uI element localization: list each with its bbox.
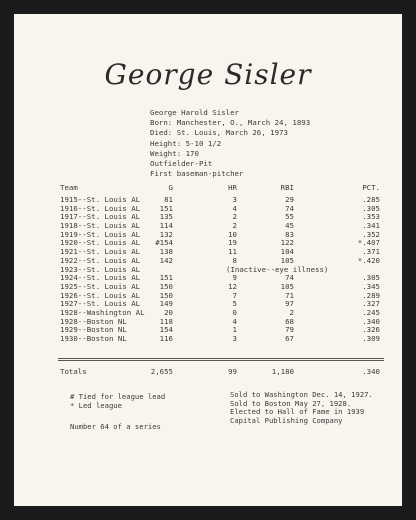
cell-team: 1925--St. Louis AL — [60, 281, 141, 291]
cell-pct: .327 — [362, 299, 380, 309]
note-sold-washington: Sold to Washington Dec. 14, 1927. — [230, 390, 373, 399]
cell-hr: 2 — [232, 212, 237, 222]
publisher: Capital Publishing Company — [230, 415, 343, 425]
cell-hr: 9 — [232, 273, 237, 283]
cell-games: 150 — [159, 290, 173, 300]
cell-games: 132 — [159, 229, 173, 239]
table-row — [60, 291, 380, 300]
table-row — [60, 325, 380, 334]
cell-pct: .305 — [362, 203, 380, 213]
cell-pct: .285 — [362, 195, 380, 204]
cell-games: 81 — [164, 195, 173, 204]
note-hall-of-fame: Elected to Hall of Fame in 1939 — [230, 407, 365, 417]
table-row — [60, 230, 380, 239]
cell-pct: .371 — [362, 247, 380, 257]
bio-position-2: First baseman-pitcher — [150, 169, 244, 179]
totals-row — [60, 367, 380, 377]
cell-pct: .289 — [362, 290, 380, 300]
cell-games: #154 — [155, 238, 173, 248]
cell-team: 1915--St. Louis AL — [60, 195, 141, 204]
table-row — [60, 221, 380, 230]
table-row — [60, 212, 380, 221]
cell-rbi: 105 — [280, 281, 294, 291]
header-rbi: RBI — [280, 183, 294, 192]
cell-games: 20 — [164, 307, 173, 317]
header-pct: PCT. — [362, 183, 380, 192]
table-row — [60, 256, 380, 265]
cell-hr: 0 — [232, 307, 237, 317]
cell-hr: 10 — [228, 229, 237, 239]
cell-rbi: 74 — [285, 273, 294, 283]
cell-games: 154 — [159, 325, 173, 335]
cell-team: 1924--St. Louis AL — [60, 273, 141, 283]
cell-games: 135 — [159, 212, 173, 222]
cell-hr: 12 — [228, 281, 237, 291]
cell-pct: .309 — [362, 334, 380, 343]
cell-rbi: 74 — [285, 203, 294, 213]
cell-pct: .326 — [362, 325, 380, 335]
header-team: Team — [60, 183, 78, 192]
cell-hr: 1 — [232, 325, 237, 335]
cell-team: 1928--Washington AL — [60, 307, 145, 317]
cell-pct: .341 — [362, 221, 380, 231]
baseball-card — [14, 14, 402, 506]
table-row — [60, 317, 380, 326]
cell-rbi: 55 — [285, 212, 294, 222]
cell-team: 1928--Boston NL — [60, 316, 127, 326]
cell-hr: 2 — [232, 221, 237, 231]
cell-team: 1929--Boston NL — [60, 325, 127, 335]
cell-games: 142 — [159, 255, 173, 265]
cell-hr: 11 — [228, 247, 237, 257]
cell-rbi: 45 — [285, 221, 294, 231]
cell-rbi: 71 — [285, 290, 294, 300]
bio-height: Height: 5-10 1/2 — [150, 138, 222, 148]
table-row — [60, 247, 380, 256]
cell-pct: *.420 — [357, 255, 380, 265]
signature-title: George Sisler — [104, 58, 312, 91]
cell-hr: 8 — [232, 255, 237, 265]
cell-team: 1918--St. Louis AL — [60, 221, 141, 231]
cell-team: 1917--St. Louis AL — [60, 212, 141, 222]
cell-rbi: 83 — [285, 229, 294, 239]
cell-team: 1919--St. Louis AL — [60, 229, 141, 239]
cell-rbi: 29 — [285, 195, 294, 204]
footnotes-left — [70, 392, 165, 431]
cell-hr: 4 — [232, 316, 237, 326]
table-row — [60, 265, 380, 274]
cell-hr: 5 — [232, 299, 237, 309]
cell-team: 1930--Boston NL — [60, 334, 127, 343]
totals-divider — [58, 360, 384, 361]
totals-label: Totals — [60, 367, 87, 376]
cell-note: (Inactive--eye illness) — [226, 264, 329, 274]
cell-games: 138 — [159, 247, 173, 257]
cell-pct: .305 — [362, 273, 380, 283]
bio-position-1: Outfielder-Pit — [150, 159, 213, 169]
cell-team: 1921--St. Louis AL — [60, 247, 141, 257]
cell-rbi: 68 — [285, 316, 294, 326]
cell-hr: 19 — [228, 238, 237, 248]
cell-games: 151 — [159, 273, 173, 283]
cell-pct: .345 — [362, 281, 380, 291]
cell-rbi: 67 — [285, 334, 294, 343]
footnote-led: * Led league — [70, 401, 122, 410]
cell-rbi: 79 — [285, 325, 294, 335]
table-row — [60, 282, 380, 291]
footnote-tied: # Tied for league lead — [70, 392, 166, 401]
note-sold-boston: Sold to Boston May 27, 1928. — [230, 398, 352, 408]
series-number: Number 64 of a series — [70, 422, 161, 431]
header-games: G — [168, 183, 173, 192]
totals-games: 2,655 — [150, 367, 173, 376]
cell-pct: .340 — [362, 316, 380, 326]
bio-block — [150, 108, 310, 179]
cell-games: 118 — [159, 316, 173, 326]
cell-pct: .352 — [362, 229, 380, 239]
totals-rbi: 1,180 — [271, 367, 294, 376]
cell-team: 1923--St. Louis AL — [60, 264, 141, 274]
totals-divider — [58, 358, 384, 359]
bio-weight: Weight: 170 — [150, 148, 199, 158]
stats-table — [60, 183, 380, 343]
cell-team: 1916--St. Louis AL — [60, 203, 141, 213]
cell-games: 114 — [159, 221, 173, 231]
cell-games: 116 — [159, 334, 173, 343]
cell-games: 150 — [159, 281, 173, 291]
cell-rbi: 104 — [280, 247, 294, 257]
stats-header-row — [60, 183, 380, 195]
cell-games: 149 — [159, 299, 173, 309]
cell-hr: 3 — [232, 334, 237, 343]
bio-born: Born: Manchester, O., March 24, 1893 — [150, 118, 311, 128]
totals-pct: .340 — [362, 367, 380, 376]
table-row — [60, 308, 380, 317]
cell-team: 1926--St. Louis AL — [60, 290, 141, 300]
table-row — [60, 204, 380, 213]
cell-rbi: 105 — [280, 255, 294, 265]
table-row — [60, 299, 380, 308]
cell-rbi: 122 — [280, 238, 294, 248]
cell-pct: *.407 — [357, 238, 380, 248]
bio-full-name: George Harold Sisler — [150, 108, 239, 117]
table-row — [60, 195, 380, 204]
cell-team: 1927--St. Louis AL — [60, 299, 141, 309]
cell-hr: 3 — [232, 195, 237, 204]
table-row — [60, 273, 380, 282]
cell-pct: .245 — [362, 307, 380, 317]
header-hr: HR — [228, 183, 237, 192]
totals-hr: 99 — [228, 367, 237, 376]
cell-team: 1920--St. Louis AL — [60, 238, 141, 248]
cell-hr: 7 — [232, 290, 237, 300]
cell-hr: 4 — [232, 203, 237, 213]
cell-rbi: 97 — [285, 299, 294, 309]
table-row — [60, 238, 380, 247]
cell-team: 1922--St. Louis AL — [60, 255, 141, 265]
cell-rbi: 2 — [289, 307, 294, 317]
cell-games: 151 — [159, 203, 173, 213]
bio-died: Died: St. Louis, March 26, 1973 — [150, 128, 288, 138]
cell-pct: .353 — [362, 212, 380, 222]
table-row — [60, 334, 380, 343]
footnotes-right — [230, 391, 373, 425]
